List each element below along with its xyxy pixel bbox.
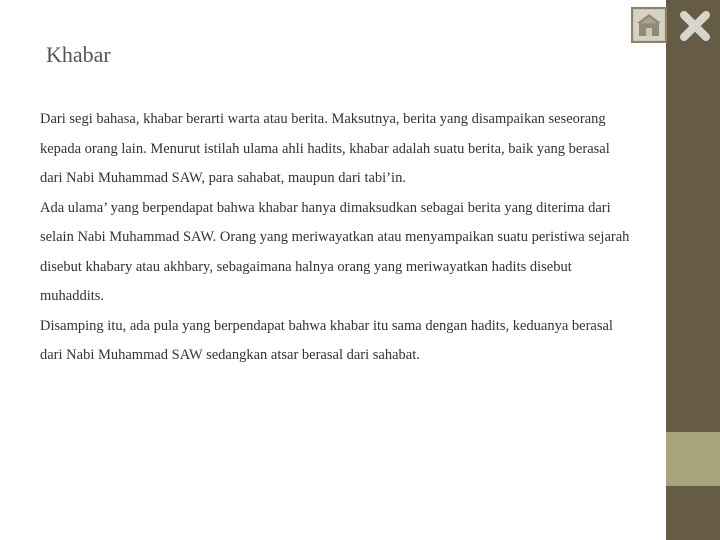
paragraph-opinion: Ada ulama’ yang berpendapat bahwa khabar hanya dimaksudkan sebagai berita yang diterima dari selain Nabi Muhammad SAW. Orang yang meriwayatkan atau menyampaikan suatu peristiwa sejarah disebut khabary atau akhbary, sebagaimana halnya orang yang meriwayatkan hadits disebut muhaddits. (40, 199, 630, 304)
paragraph-comparison: Disamping itu, ada pula yang berpendapat bahwa khabar itu sama dengan hadits, keduanya berasal dari Nabi Muhammad SAW sedangkan atsar berasal dari sahabat. (40, 317, 613, 363)
home-icon (633, 9, 665, 41)
sidebar-accent-block (666, 432, 720, 486)
slide-body (40, 105, 630, 371)
slide-title: Khabar (46, 42, 111, 67)
home-button[interactable] (631, 7, 667, 43)
paragraph-definition: Dari segi bahasa, khabar berarti warta atau berita. Maksutnya, berita yang disampaikan seseorang kepada orang lain. Menurut istilah ulama ahli hadits, khabar adalah suatu berita, baik yang berasal dari Nabi Muhammad SAW, para sahabat, maupun dari tabi’in. (40, 111, 610, 186)
close-button[interactable] (677, 8, 713, 44)
close-icon (677, 8, 713, 44)
